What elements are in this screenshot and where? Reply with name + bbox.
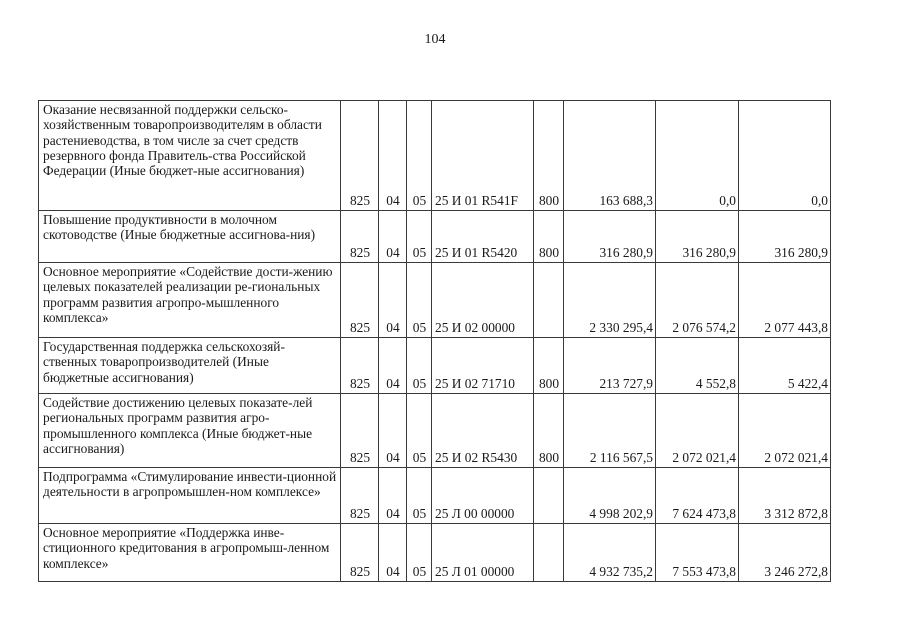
table-row <box>39 263 831 338</box>
section-code: 04 <box>379 211 407 263</box>
amount-year-3: 2 072 021,4 <box>739 394 831 468</box>
glav-code: 825 <box>341 468 379 524</box>
target-article-code: 25 И 02 00000 <box>432 263 534 338</box>
table-row <box>39 394 831 468</box>
amount-year-1: 4 932 735,2 <box>564 524 656 582</box>
amount-year-3: 2 077 443,8 <box>739 263 831 338</box>
amount-year-2: 7 624 473,8 <box>656 468 739 524</box>
row-name: Повышение продуктивности в молочном скотоводстве (Иные бюджетные ассигнова-ния) <box>39 211 341 263</box>
subsection-code: 05 <box>407 524 432 582</box>
budget-table <box>38 100 831 582</box>
amount-year-2: 7 553 473,8 <box>656 524 739 582</box>
page-number: 104 <box>424 32 446 47</box>
section-code: 04 <box>379 101 407 211</box>
subsection-code: 05 <box>407 101 432 211</box>
amount-year-1: 2 330 295,4 <box>564 263 656 338</box>
section-code: 04 <box>379 338 407 394</box>
amount-year-2: 316 280,9 <box>656 211 739 263</box>
amount-year-2: 2 072 021,4 <box>656 394 739 468</box>
row-name: Основное мероприятие «Поддержка инве-стиционного кредитования в агропромыш-ленном комплексе» <box>39 524 341 582</box>
row-name: Подпрограмма «Стимулирование инвести-ционной деятельности в агропромышлен-ном комплексе» <box>39 468 341 524</box>
amount-year-3: 0,0 <box>739 101 831 211</box>
amount-year-3: 316 280,9 <box>739 211 831 263</box>
amount-year-1: 4 998 202,9 <box>564 468 656 524</box>
amount-year-2: 4 552,8 <box>656 338 739 394</box>
expense-type-code: 800 <box>534 101 564 211</box>
table-row <box>39 338 831 394</box>
glav-code: 825 <box>341 338 379 394</box>
expense-type-code: 800 <box>534 211 564 263</box>
glav-code: 825 <box>341 263 379 338</box>
table-row <box>39 101 831 211</box>
section-code: 04 <box>379 468 407 524</box>
subsection-code: 05 <box>407 394 432 468</box>
target-article-code: 25 Л 01 00000 <box>432 524 534 582</box>
amount-year-1: 2 116 567,5 <box>564 394 656 468</box>
expense-type-code: 800 <box>534 394 564 468</box>
table-row <box>39 524 831 582</box>
section-code: 04 <box>379 394 407 468</box>
amount-year-1: 163 688,3 <box>564 101 656 211</box>
expense-type-code: 800 <box>534 338 564 394</box>
table-row <box>39 468 831 524</box>
subsection-code: 05 <box>407 211 432 263</box>
subsection-code: 05 <box>407 468 432 524</box>
subsection-code: 05 <box>407 338 432 394</box>
glav-code: 825 <box>341 101 379 211</box>
expense-type-code <box>534 468 564 524</box>
row-name: Оказание несвязанной поддержки сельско-хозяйственным товаропроизводителям в области растениеводства, в том числе за счет средств резервного фонда Правитель-ства Российской Федерации (Иные бюджет-ные ассигнования) <box>39 101 341 211</box>
section-code: 04 <box>379 524 407 582</box>
amount-year-3: 5 422,4 <box>739 338 831 394</box>
amount-year-2: 2 076 574,2 <box>656 263 739 338</box>
target-article-code: 25 Л 00 00000 <box>432 468 534 524</box>
target-article-code: 25 И 01 R541F <box>432 101 534 211</box>
glav-code: 825 <box>341 524 379 582</box>
amount-year-1: 213 727,9 <box>564 338 656 394</box>
table-row <box>39 211 831 263</box>
row-name: Содействие достижению целевых показате-лей региональных программ развития агро-промышленного комплекса (Иные бюджет-ные ассигнования) <box>39 394 341 468</box>
expense-type-code <box>534 263 564 338</box>
glav-code: 825 <box>341 394 379 468</box>
amount-year-1: 316 280,9 <box>564 211 656 263</box>
glav-code: 825 <box>341 211 379 263</box>
amount-year-3: 3 312 872,8 <box>739 468 831 524</box>
section-code: 04 <box>379 263 407 338</box>
subsection-code: 05 <box>407 263 432 338</box>
target-article-code: 25 И 02 R5430 <box>432 394 534 468</box>
target-article-code: 25 И 02 71710 <box>432 338 534 394</box>
expense-type-code <box>534 524 564 582</box>
row-name: Основное мероприятие «Содействие дости-жению целевых показателей реализации ре-гиональных программ развития агропро-мышленного комплекса» <box>39 263 341 338</box>
amount-year-2: 0,0 <box>656 101 739 211</box>
target-article-code: 25 И 01 R5420 <box>432 211 534 263</box>
amount-year-3: 3 246 272,8 <box>739 524 831 582</box>
row-name: Государственная поддержка сельскохозяй-ственных товаропроизводителей (Иные бюджетные ассигнования) <box>39 338 341 394</box>
